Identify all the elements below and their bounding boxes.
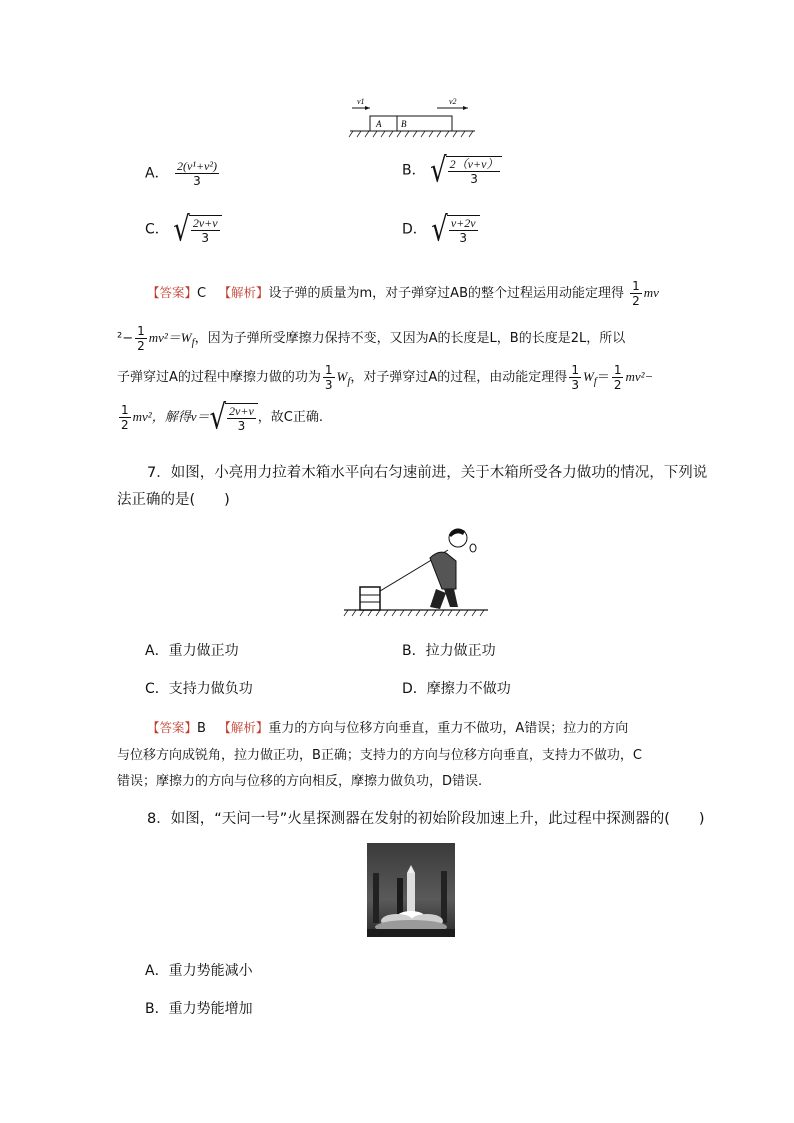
math-text: mv²，解得v＝ — [132, 409, 210, 424]
math-text: W — [336, 369, 348, 384]
q7-option-d: D．摩擦力不做功 — [402, 681, 511, 697]
frac-num: 1 — [632, 279, 640, 293]
frac-den: 3 — [324, 378, 333, 392]
analysis-text: 子弹穿过A的过程中摩擦力做的功为 — [117, 370, 321, 385]
q6-analysis-line3 — [117, 364, 653, 391]
option-b-label: B． — [402, 162, 426, 179]
frac-num: 1 — [613, 363, 622, 377]
analysis-text: 重力的方向与位移方向垂直，重力不做功，A错误；拉力的方向 — [268, 721, 629, 736]
blocks-diagram — [345, 95, 480, 140]
frac-num: 1 — [571, 363, 579, 377]
answer-tag: 【答案】 — [147, 720, 198, 735]
option-d-num: v+2v — [450, 216, 476, 230]
frac-num: 1 — [137, 324, 145, 338]
q6-analysis-line2 — [117, 325, 625, 352]
frac-den: 2 — [121, 418, 129, 432]
frac-den: 2 — [137, 339, 145, 353]
q8-stem: 8．如图，“天问一号”火星探测器在发射的初始阶段加速上升，此过程中探测器的( ) — [147, 811, 705, 827]
math-text: ²− — [117, 331, 134, 346]
q7-option-b: B．拉力做正功 — [402, 643, 496, 659]
frac-num: 1 — [121, 403, 129, 417]
analysis-text: ，因为子弹所受摩擦力保持不变，又因为A的长度是L，B的长度是2L，所以 — [194, 331, 626, 346]
frac-num: 1 — [324, 363, 333, 377]
q7-option-c: C．支持力做负功 — [145, 681, 253, 697]
subscript: f — [191, 336, 195, 349]
frac-den: 2 — [613, 378, 622, 392]
q8-option-a: A．重力势能减小 — [145, 963, 253, 979]
v1-label: v1 — [357, 97, 365, 106]
option-c-label: C． — [145, 221, 169, 238]
math-text: W — [582, 369, 594, 384]
math-text: mv — [643, 285, 659, 300]
option-a-num: 2(v¹+v²) — [177, 159, 217, 173]
q8-option-b: B．重力势能增加 — [145, 1001, 253, 1017]
frac-den: 3 — [571, 378, 579, 392]
block-b-label: B — [401, 119, 407, 129]
option-b-den: 3 — [470, 172, 478, 186]
option-d-label: D． — [402, 221, 427, 238]
option-a-den: 3 — [193, 174, 201, 188]
q7-analysis-line3: 错误；摩擦力的方向与位移的方向相反，摩擦力做负功，D错误. — [117, 774, 483, 789]
option-c: C． √ $\frac{2v+v}{3}$ — [145, 215, 222, 244]
analysis-text: ，故C正确. — [257, 410, 324, 425]
option-c-den: 3 — [201, 231, 209, 245]
subscript: f — [347, 375, 351, 388]
answer-value: B — [197, 721, 206, 736]
q7-analysis-line2: 与位移方向成锐角，拉力做正功，B正确；支持力的方向与位移方向垂直，支持力不做功，C — [117, 748, 642, 763]
boy-pulling-box-figure — [340, 518, 492, 620]
answer-value: C — [197, 286, 207, 301]
frac-num: 2v+v — [229, 404, 254, 418]
q7-analysis-line1 — [147, 717, 628, 736]
v2-label: v2 — [449, 97, 457, 106]
block-a-label: A — [376, 119, 382, 129]
math-text: ＝ — [596, 370, 610, 385]
frac-den: 2 — [632, 294, 640, 308]
analysis-text: ，对子弹穿过A的过程，由动能定理得 — [350, 370, 568, 385]
rocket-launch-photo — [367, 843, 455, 937]
analysis-tag: 【解析】 — [218, 285, 269, 300]
option-b: B． √ $\frac{2(v+v)}{3}$ — [402, 156, 502, 185]
option-c-num: 2v+v — [192, 216, 218, 230]
subscript: f — [593, 375, 597, 388]
q7-option-a: A．重力做正功 — [145, 643, 239, 659]
option-a — [145, 160, 221, 187]
q6-analysis-line4: $\frac{1}{2}$ mv²，解得v＝ √ $\frac{2v+v}{3}$ ，故C正确. — [121, 398, 324, 437]
q6-analysis-line1 — [147, 280, 659, 307]
math-text: mv²− — [625, 369, 654, 384]
option-b-num: 2（v+v） — [449, 157, 499, 171]
q7-stem-line2: 法正确的是( ) — [117, 492, 230, 508]
option-d-den: 3 — [459, 231, 467, 245]
analysis-tag: 【解析】 — [218, 720, 269, 735]
q7-stem-line1: 7．如图，小亮用力拉着木箱水平向右匀速前进，关于木箱所受各力做功的情况，下列说 — [147, 465, 708, 481]
option-a-label: A． — [145, 165, 169, 182]
math-text: mv²＝W — [148, 330, 192, 345]
frac-den: 3 — [237, 419, 246, 433]
answer-tag: 【答案】 — [147, 285, 198, 300]
option-d: D． √ $\frac{v+2v}{3}$ — [402, 215, 480, 244]
analysis-text: 设子弹的质量为m，对子弹穿过AB的整个过程运用动能定理得 — [268, 286, 624, 301]
